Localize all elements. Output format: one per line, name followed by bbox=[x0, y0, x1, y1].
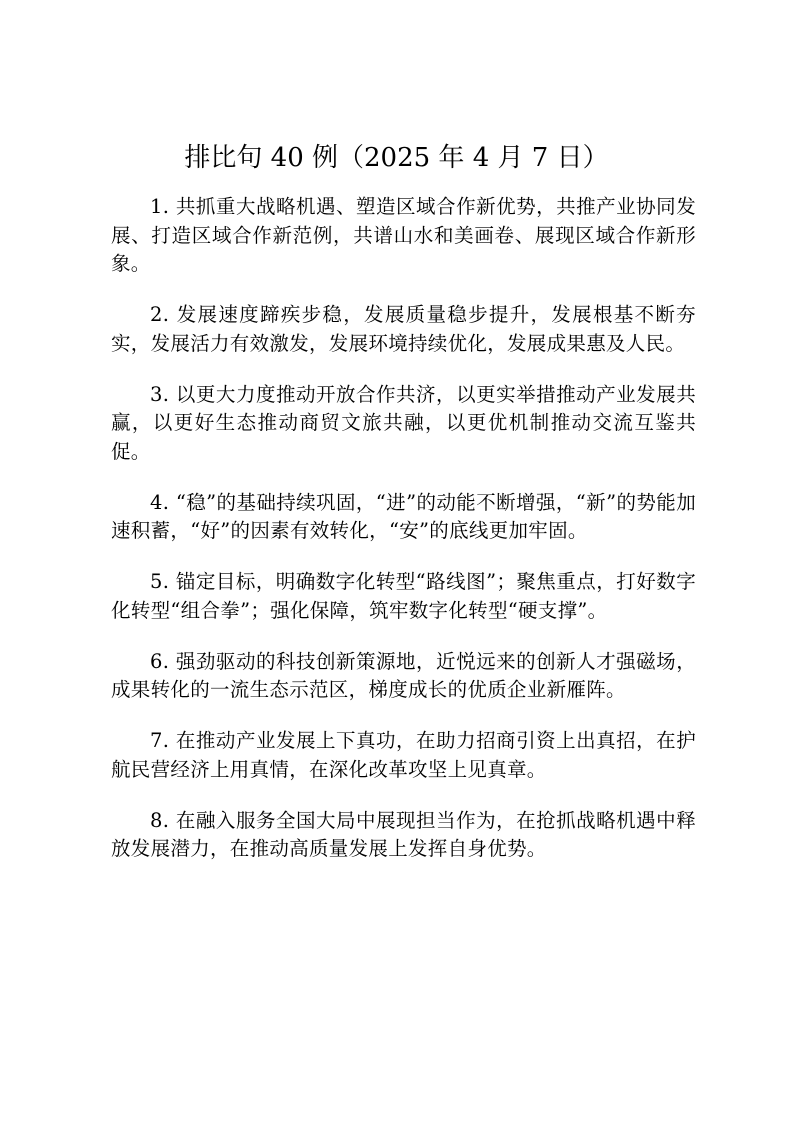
paragraph-5: 5. 锚定目标，明确数字化转型“路线图”；聚焦重点，打好数字化转型“组合拳”；强化保障，筑牢数字化转型“硬支撑”。 bbox=[111, 570, 696, 622]
document-title: 排比句 40 例（2025 年 4 月 7 日） bbox=[184, 143, 609, 173]
paragraph-4: 4. “稳”的基础持续巩固，“进”的动能不断增强，“新”的势能加速积蓄，“好”的因素有效转化，“安”的底线更加牢固。 bbox=[111, 490, 696, 542]
paragraph-2: 2. 发展速度蹄疾步稳，发展质量稳步提升，发展根基不断夯实，发展活力有效激发，发展环境持续优化，发展成果惠及人民。 bbox=[111, 303, 696, 355]
paragraph-3: 3. 以更大力度推动开放合作共济，以更实举措推动产业发展共赢，以更好生态推动商贸文旅共融，以更优机制推动交流互鉴共促。 bbox=[111, 382, 696, 463]
document-body bbox=[111, 193, 696, 886]
paragraph-1: 1. 共抓重大战略机遇、塑造区域合作新优势，共推产业协同发展、打造区域合作新范例，共谱山水和美画卷、展现区域合作新形象。 bbox=[111, 195, 696, 275]
paragraph-7: 7. 在推动产业发展上下真功，在助力招商引资上出真招，在护航民营经济上用真情，在深化改革攻坚上见真章。 bbox=[111, 729, 696, 781]
paragraph-6: 6. 强劲驱动的科技创新策源地，近悦远来的创新人才强磁场，成果转化的一流生态示范区，梯度成长的优质企业新雁阵。 bbox=[111, 649, 696, 701]
paragraph-8: 8. 在融入服务全国大局中展现担当作为，在抢抓战略机遇中释放发展潜力，在推动高质量发展上发挥自身优势。 bbox=[111, 808, 696, 860]
